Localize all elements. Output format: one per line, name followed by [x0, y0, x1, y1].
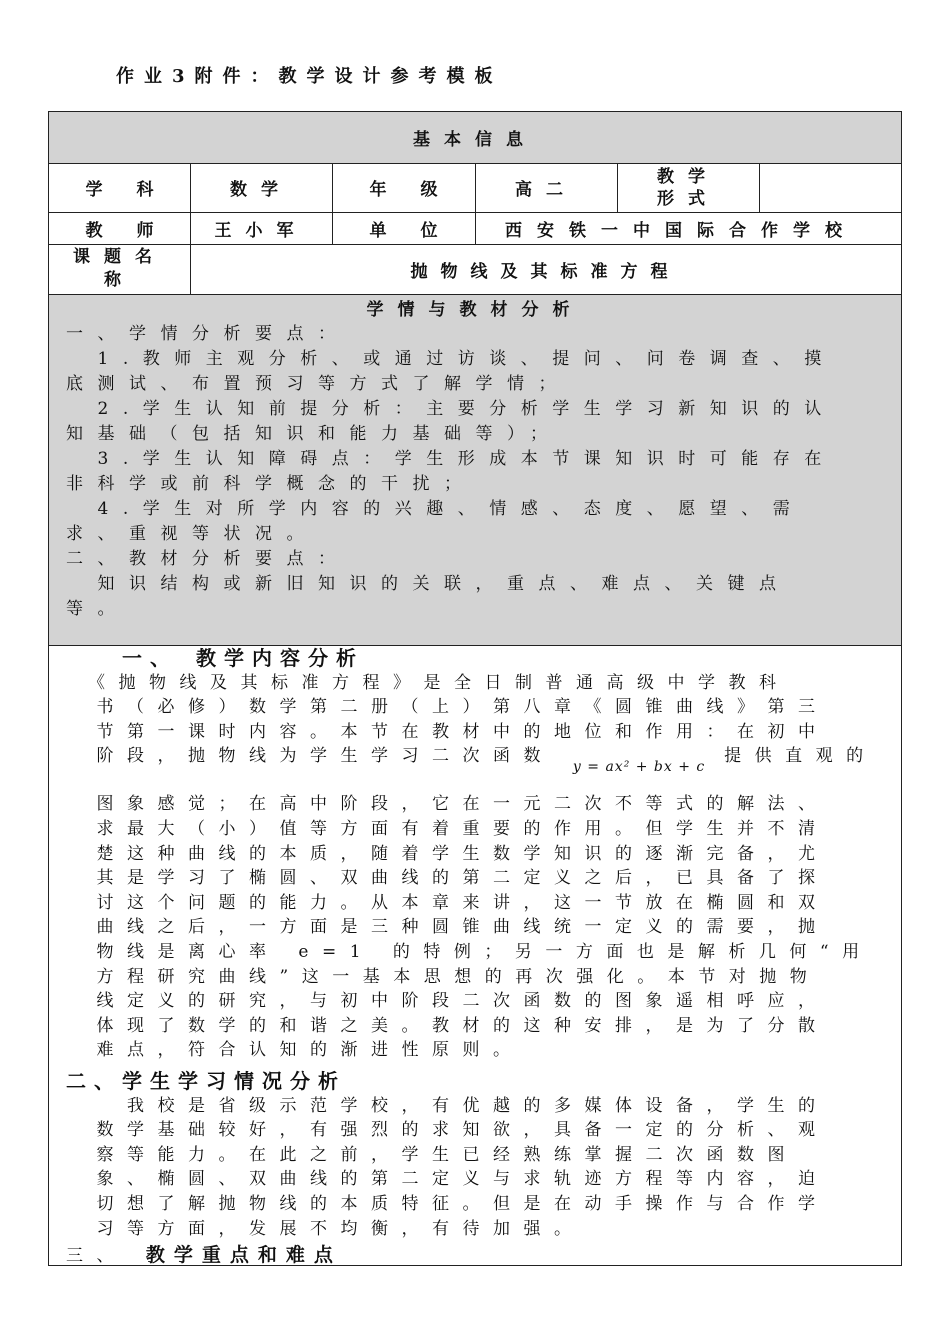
teaching-form-label: 教学形式 — [657, 166, 719, 209]
content-analysis-section — [66, 646, 882, 1063]
subject-value: 数学 — [230, 180, 292, 200]
learning-line: 察等能力。在此之前，学生已经熟练掌握二次函数图 — [66, 1144, 798, 1165]
content-line: 求最大（小）值等方面有着重要的作用。但学生并不清 — [66, 818, 829, 839]
content-line: 体现了数学的和谐之美。教材的这种安排，是为了分散 — [66, 1015, 829, 1036]
analysis-line: 求、重视等状况。 — [66, 524, 318, 544]
analysis-line: 二、教材分析要点： — [66, 549, 350, 569]
learning-line: 切想了解抛物线的本质特征。但是在动手操作与合作学 — [66, 1193, 829, 1214]
content-line: 楚这种曲线的本质，随着学生数学知识的逐渐完备，尤 — [66, 843, 829, 864]
teacher-value: 王小军 — [214, 220, 308, 241]
analysis-line: 一、学情分析要点： — [66, 324, 350, 344]
learning-line: 习等方面，发展不均衡，有待加强。 — [66, 1218, 585, 1239]
content-line-suffix: 提供直观的 — [724, 746, 877, 767]
analysis-guidance-text — [66, 322, 882, 622]
learning-line: 数学基础较好，有强烈的求知欲，具备一定的分析、观 — [66, 1120, 829, 1141]
content-formula-line — [66, 744, 882, 792]
learning-analysis-heading: 二、学生学习情况分析 — [66, 1069, 346, 1093]
learning-line: 我校是省级示范学校，有优越的多媒体设备，学生的 — [66, 1095, 829, 1116]
teacher-label: 教 师 — [85, 220, 154, 241]
document-title: 作业3附件：教学设计参考模板 — [116, 66, 503, 87]
analysis-line: 等。 — [66, 599, 129, 619]
analysis-line: 底测试、布置预习等方式了解学情； — [66, 374, 570, 394]
content-line: 图象感觉；在高中阶段，它在一元二次不等式的解法、 — [66, 794, 829, 815]
key-points-heading-prefix: 三、 — [66, 1246, 127, 1266]
teaching-form-value — [759, 163, 901, 212]
content-analysis-heading: 一、 教学内容分析 — [66, 646, 364, 670]
analysis-line: 知基础（包括知识和能力基础等）； — [66, 424, 562, 444]
topic-value: 抛物线及其标准方程 — [410, 261, 681, 282]
grade-label: 年 级 — [369, 180, 438, 200]
content-line: 书（必修）数学第二册（上）第八章《圆锥曲线》第三 — [66, 697, 829, 718]
subject-label: 学 科 — [85, 180, 154, 200]
analysis-line: 3.学生认知障碍点：学生形成本节课知识时可能存在 — [66, 449, 836, 469]
learning-line: 象、椭圆、双曲线的第二定义与求轨迹方程等内容，迫 — [66, 1169, 829, 1190]
basic-info-header: 基本信息 — [49, 112, 901, 163]
content-line: 节第一课时内容。本节在教材中的地位和作用：在初中 — [66, 721, 829, 742]
analysis-line: 知识结构或新旧知识的关联，重点、难点、关键点 — [66, 574, 791, 594]
analysis-line: 非科学或前科学概念的干扰； — [66, 474, 476, 494]
content-line-prefix: 阶段，抛物线为学生学习二次函数 — [66, 746, 554, 767]
unit-label: 单 位 — [369, 220, 438, 241]
analysis-line: 2.学生认知前提分析：主要分析学生学习新知识的认 — [66, 399, 836, 419]
analysis-header: 学情与教材分析 — [366, 299, 584, 320]
topic-label: 课题名称 — [73, 247, 166, 290]
key-points-heading-main: 教学重点和难点 — [145, 1244, 342, 1266]
content-line: 讨这个问题的能力。从本章来讲，这一节放在椭圆和双 — [66, 892, 829, 913]
content-line: 线定义的研究，与初中阶段二次函数的图象遥相呼应， — [66, 991, 829, 1012]
content-line: 难点，符合认知的渐进性原则。 — [66, 1040, 524, 1061]
analysis-line: 4.学生对所学内容的兴趣、情感、态度、愿望、需 — [66, 499, 805, 519]
content-line: 方程研究曲线”这一基本思想的再次强化。本节对抛物 — [66, 966, 821, 987]
grade-value: 高二 — [515, 180, 577, 200]
unit-value: 西安铁一中国际合作学校 — [505, 220, 857, 241]
quadratic-formula: y = ax² + bx + c — [572, 759, 706, 776]
content-line: 物线是离心率 e=1 的特例；另一方面也是解析几何“用 — [66, 941, 873, 962]
analysis-line: 1.教师主观分析、或通过访谈、提问、问卷调查、摸 — [66, 349, 836, 369]
content-line: 《抛物线及其标准方程》是全日制普通高级中学教科 — [66, 672, 790, 693]
learning-analysis-section — [66, 1069, 882, 1241]
key-points-section — [66, 1243, 882, 1269]
key-points-heading — [66, 1243, 882, 1269]
content-line: 曲线之后，一方面是三种圆锥曲线统一定义的需要，抛 — [66, 917, 829, 938]
content-line: 其是学习了椭圆、双曲线的第二定义之后，已具备了探 — [66, 868, 829, 889]
